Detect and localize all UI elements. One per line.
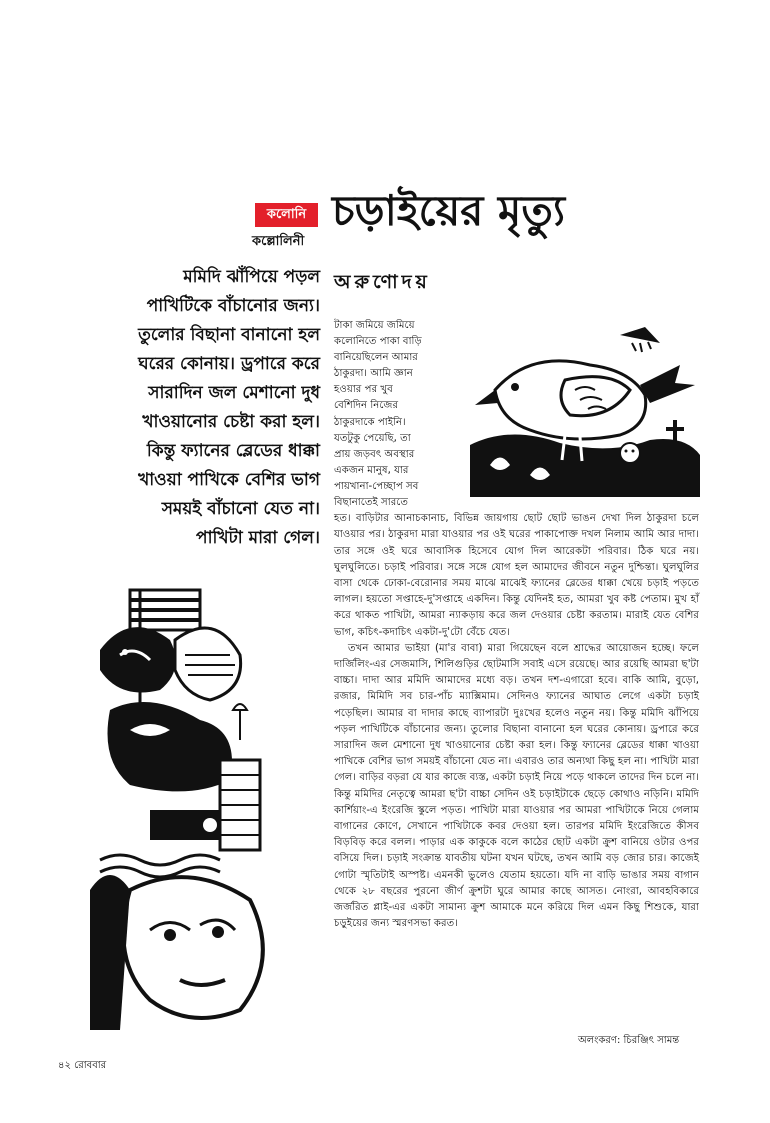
article-line: হওয়ার পর খুব — [334, 384, 393, 396]
article-paragraph: হত। বাড়িটার আনাচকানাচ, বিভিন্ন জায়গায় ছোট ছোট ভাঙন দেখা দিল ঠাকুরদা চলে যাওয়ার পর। ঠাকুরদা মারা যাওয়ার পর ওই ঘরের পাকাপোক্ত দখল নিলাম আমি আর দাদা। তার সঙ্গে ওই ঘরে আবাসিক হিসেবে যোগ দিল আরেকটা পরিবার। ঠিক ঘরে নয়। ঘুলঘুলিতে। চড়াই পরিবার। সঙ্গে সঙ্গে যোগ হল আমাদের জীবনে নতুন দুশ্চিন্তা। ঘুলঘুলির বাসা থেকে ঢোকা-বেরোনার সময় মাঝে মাঝেই ফ্যানের ব্লেডের ধাক্কা খেয়ে চড়াই পড়তে লাগল। হয়তো সপ্তাহে-দু'সপ্তাহে একদিন। কিন্তু যেদিনই হত, আমরা খুব কষ্ট পেতাম। মুখ হাঁ করে থাকত পাখিটা, আমরা ন্যাকড়ায় করে জল দেওয়ার চেষ্টা করতাম। মারাই যেত বেশির ভাগ, কচিৎ-কদাচিৎ একটা-দু'টো বেঁচে যেত। — [334, 513, 699, 638]
article-line: পায়খানা-পেচ্ছাপ সব — [334, 480, 419, 492]
pull-quote — [80, 263, 320, 553]
article-paragraph: তখন আমার ভাইয়া (মা'র বাবা) মারা গিয়েছেন বলে শ্রাদ্ধের আয়োজন হচ্ছে। ফলে দার্জিলিং-এর সেজমাসি, শিলিগুড়ির ছোটমাসি সবাই এসে রয়েছে। আর রয়েছি আমরা ছ'টা বাচ্চা। দাদা আর মমিদি আমাদের মধ্যে বড়। তখন দশ-এগারো হবে। বাকি আমি, বুড়ো, রজার, মিমিদি সব চার-পাঁচ ম্যাক্সিমাম। সেদিনও ফ্যানের আঘাত লেগে একটা চড়াই পড়েছিল। আমার বা দাদার কাছে ব্যাপারটা দুঃখের হলেও নতুন নয়। কিন্তু মমিদি ঝাঁপিয়ে পড়ল পাখিটিকে বাঁচানোর জন্য। তুলোর বিছানা বানানো হল ঘরের কোনায়। ড্রপারে করে সারাদিন জল মেশানো দুধ খাওয়ানোর চেষ্টা করা হল। কিন্তু ফ্যানের ব্লেডের ধাক্কা খাওয়া পাখিকে বেশির ভাগ সময়ই বাঁচানো যেত না। এবারও তার অন্যথা কিছু হল না। পাখিটা মারা গেল। বাড়ির বড়রা যে যার কাজে ব্যস্ত, একটা চড়াই নিয়ে পড়ে থাকলে তাদের দিন চলে না। কিন্তু মমিদির নেতৃত্বে আমরা ছ'টা বাচ্চা সেদিন ওই চড়াইটাকে ছেড়ে কোথাও নড়িনি। মমিদি কার্শিয়াং-এ ইংরেজি স্কুলে পড়ত। পাখিটা মারা যাওয়ার পর আমরা পাখিটাকে নিয়ে গেলাম বাগানের কোণে, সেখানে পাখিটাকে কবর দেওয়া হল। তারপর মমিদি ইংরেজিতে কীসব বিড়বিড় করে বলল। পাড়ার এক কাকুকে বলে কাঠের ছোট একটা ক্রুশ বানিয়ে ওটার ওপর বসিয়ে দিল। চড়াই সংক্রান্ত যাবতীয় ঘটনা যখন ঘটছে, তখন আমি বড় জোর চার। কাজেই গোটা স্মৃতিটাই অস্পষ্ট। এমনকী ভুলেও যেতাম হয়তো। যদি না বাড়ি ভাঙার সময় বাগান থেকে ২৮ বছরের পুরনো জীর্ণ ক্রুশটা ঘুরে আমার কাছে আসত। নোংরা, আবহবিকারে জর্জরিত প্লাই-এর একটা সামান্য ক্রুশ আমাকে মনে করিয়ে দিল এমন কিছু শিশুকে, যারা চড়ুইয়ের জন্য স্মরণসভা করত। — [334, 642, 699, 930]
collage-illustration — [90, 560, 290, 1030]
article-line: টাকা জমিয়ে জমিয়ে — [334, 320, 415, 331]
pull-quote-line: তুলোর বিছানা বানানো হল — [138, 325, 320, 345]
article-line: ঠাকুরদা। আমি জ্ঞান — [334, 368, 413, 380]
pull-quote-line: পাখিটা মারা গেল। — [196, 528, 320, 548]
pull-quote-line: সারাদিন জল মেশানো দুধ — [148, 383, 320, 403]
article-line: বানিয়েছিলেন আমার — [334, 352, 418, 364]
pull-quote-line: সময়ই বাঁচানো যেত না। — [161, 499, 320, 519]
bird-illustration — [470, 325, 700, 497]
article-line: ঠাকুরদাকে পাইনি। — [334, 416, 406, 428]
article-line: বেশিদিন নিজের — [334, 400, 399, 412]
article-line: কলোনিতে পাকা বাড়ি — [334, 336, 422, 348]
pull-quote-line: মমিদি ঝাঁপিয়ে পড়ল — [183, 267, 320, 287]
section-subtitle: কল্লোলিনী — [252, 234, 305, 249]
illustration-credit: অলংকরণ: চিরঞ্জিৎ সামন্ত — [578, 1035, 680, 1046]
byline: অরুণোদয় — [334, 271, 431, 293]
article-line: বিছানাতেই সারতে — [334, 497, 409, 509]
article-intro — [334, 318, 484, 511]
pull-quote-line: কিন্তু ফ্যানের ব্লেডের ধাক্কা — [146, 441, 320, 461]
section-tag: কলোনি — [255, 203, 318, 227]
pull-quote-line: ঘরের কোনায়। ড্রপারে করে — [138, 354, 320, 374]
page-title: চড়াইয়ের মৃত্যু — [332, 186, 566, 235]
article-line: একজন মানুষ, যার — [334, 464, 409, 476]
pull-quote-line: পাখিটিকে বাঁচানোর জন্য। — [146, 296, 320, 316]
pull-quote-line: খাওয়ানোর চেষ্টা করা হল। — [142, 412, 320, 432]
pull-quote-line: খাওয়া পাখিকে বেশির ভাগ — [138, 470, 320, 490]
article-line: প্রায় জড়বৎ অবস্থার — [334, 448, 415, 460]
page-folio: ৪২ রোববার — [58, 1060, 107, 1071]
article-line: যতটুকু পেয়েছি, তা — [334, 432, 411, 444]
